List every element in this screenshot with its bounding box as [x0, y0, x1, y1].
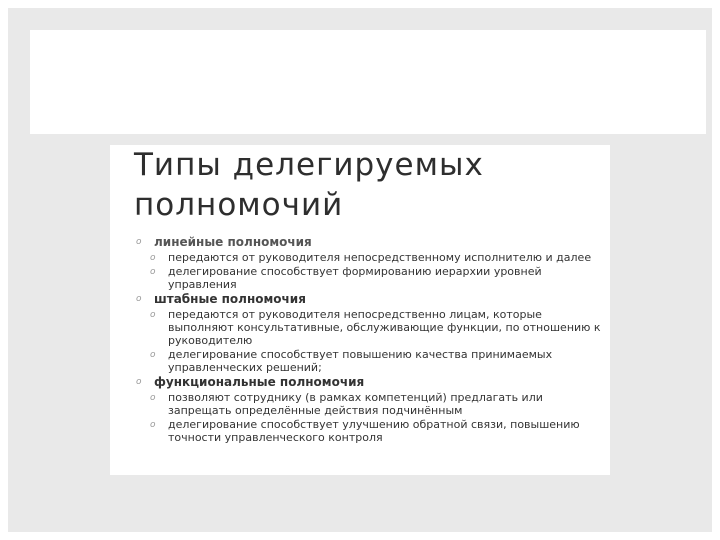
title-placeholder-band	[30, 30, 706, 134]
bullet-icon: o	[136, 377, 142, 387]
sub-item	[134, 251, 604, 264]
sub-item	[134, 391, 604, 417]
heading-line-1: Типы делегируемых	[134, 147, 484, 183]
sub-item-text: передаются от руководителя непосредственному исполнителю и далее	[168, 251, 592, 264]
list-item	[134, 235, 604, 250]
sub-item-text: передаются от руководителя непосредственно лицам, которые выполняют консультативные, обслуживающие функции, по отношению к руководителю	[168, 308, 601, 347]
bullet-icon: o	[136, 294, 142, 304]
bullet-icon: o	[150, 267, 156, 277]
bullet-icon: o	[150, 310, 156, 320]
bullet-icon: o	[150, 393, 156, 403]
sub-item	[134, 265, 604, 291]
sub-item-text: делегирование способствует повышению качества принимаемых управленческих решений;	[168, 348, 553, 374]
item-title: функциональные полномочия	[154, 375, 365, 389]
bullet-list	[134, 235, 604, 445]
sub-item-text: делегирование способствует улучшению обратной связи, повышению точности управленческого контроля	[168, 418, 580, 444]
heading-line-2: полномочий	[134, 187, 344, 223]
item-title: штабные полномочия	[154, 292, 306, 306]
list-item	[134, 292, 604, 307]
sub-item	[134, 308, 604, 347]
list-item	[134, 375, 604, 390]
slide-heading	[134, 145, 484, 225]
sub-item	[134, 418, 604, 444]
sub-item-text: делегирование способствует формированию иерархии уровней управления	[168, 265, 542, 291]
bullet-icon: o	[150, 420, 156, 430]
sub-item-text: позволяют сотруднику (в рамках компетенций) предлагать или запрещать определённые действия подчинённым	[168, 391, 543, 417]
sub-item	[134, 348, 604, 374]
item-title: линейные полномочия	[154, 235, 312, 249]
bullet-icon: o	[150, 253, 156, 263]
content-image	[110, 145, 610, 475]
bullet-icon: o	[136, 237, 142, 247]
bullet-icon: o	[150, 350, 156, 360]
